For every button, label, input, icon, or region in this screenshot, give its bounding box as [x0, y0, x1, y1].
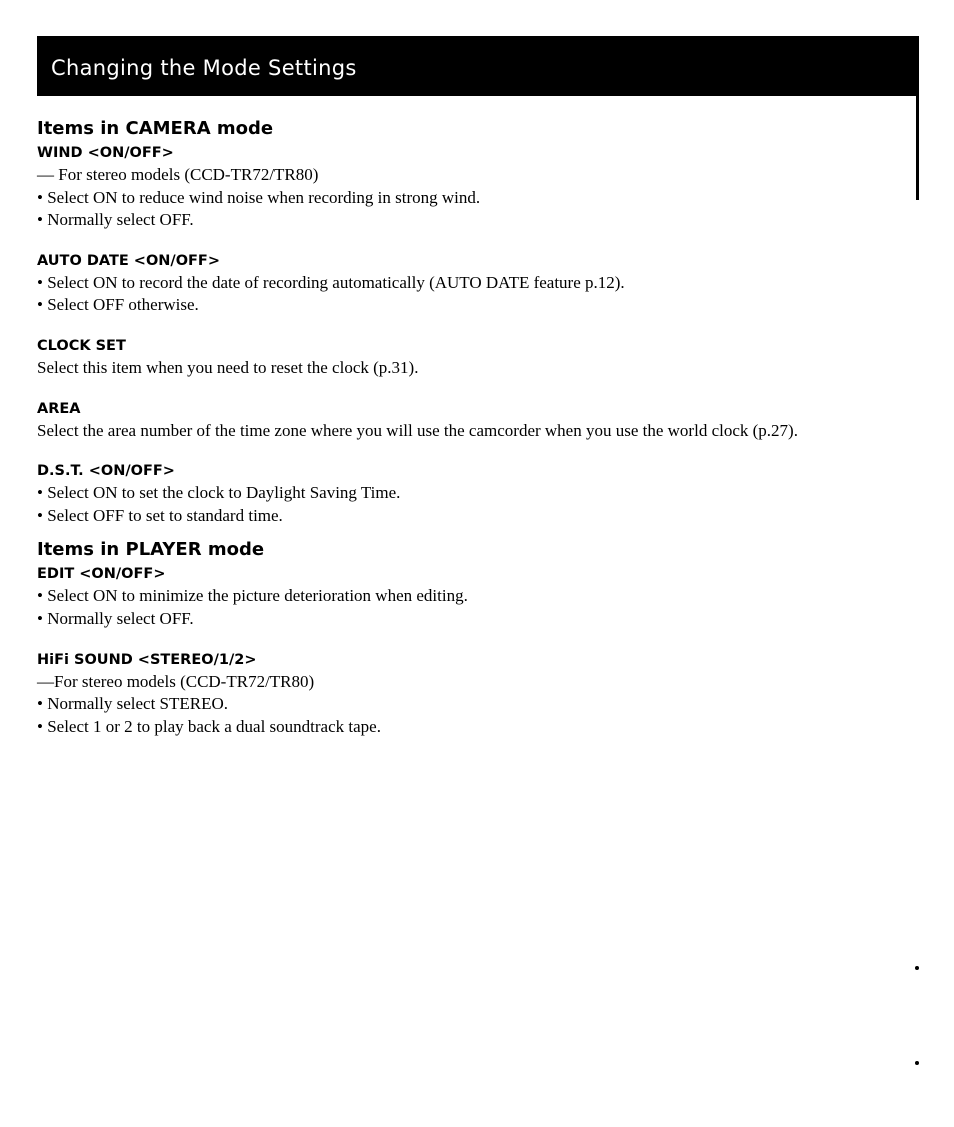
setting-title: WIND <ON/OFF>	[37, 145, 174, 161]
setting-line: Select the area number of the time zone where you will use the camcorder when you use the world clock (p.27).	[37, 420, 798, 440]
setting-line: • Normally select OFF.	[37, 210, 194, 230]
setting-title: HiFi SOUND <STEREO/1/2>	[37, 651, 257, 668]
margin-rule	[916, 96, 919, 200]
setting-line: • Select OFF to set to standard time.	[37, 505, 283, 525]
setting-item-edit	[37, 563, 897, 630]
setting-title: D.S.T. <ON/OFF>	[37, 463, 175, 480]
camera-mode-section	[37, 116, 897, 527]
setting-line: • Select OFF otherwise.	[37, 295, 199, 315]
header-bar	[37, 36, 919, 96]
page-title: Changing the Mode Settings	[51, 56, 357, 80]
section-heading: Items in PLAYER mode	[37, 539, 265, 561]
setting-line: • Select ON to minimize the picture deterioration when editing.	[37, 586, 468, 606]
setting-line: • Select ON to set the clock to Daylight Saving Time.	[37, 483, 401, 503]
setting-item-auto-date	[37, 250, 897, 317]
setting-item-dst	[37, 460, 897, 527]
margin-dot	[915, 966, 919, 970]
setting-line: • Select ON to record the date of recording automatically (AUTO DATE feature p.12).	[37, 272, 625, 292]
setting-title: EDIT <ON/OFF>	[37, 566, 166, 583]
setting-item-area	[37, 398, 897, 443]
setting-line: • Normally select OFF.	[37, 608, 194, 628]
setting-item-hifi-sound	[37, 649, 897, 739]
setting-line: — For stereo models (CCD-TR72/TR80)	[37, 165, 319, 184]
section-heading: Items in CAMERA mode	[37, 118, 274, 139]
setting-title: AREA	[37, 400, 81, 417]
margin-dot	[915, 1061, 919, 1065]
setting-line: • Normally select STEREO.	[37, 694, 229, 714]
setting-item-clock-set	[37, 335, 897, 380]
setting-item-wind	[37, 142, 897, 232]
setting-line: • Select 1 or 2 to play back a dual soundtrack tape.	[37, 716, 381, 736]
main-content	[37, 116, 897, 756]
setting-line: Select this item when you need to reset the clock (p.31).	[37, 357, 419, 377]
setting-title: CLOCK SET	[37, 337, 126, 354]
setting-title: AUTO DATE <ON/OFF>	[37, 252, 220, 269]
setting-line: • Select ON to reduce wind noise when recording in strong wind.	[37, 187, 481, 207]
player-mode-section	[37, 537, 897, 738]
setting-line: —For stereo models (CCD-TR72/TR80)	[37, 671, 315, 691]
